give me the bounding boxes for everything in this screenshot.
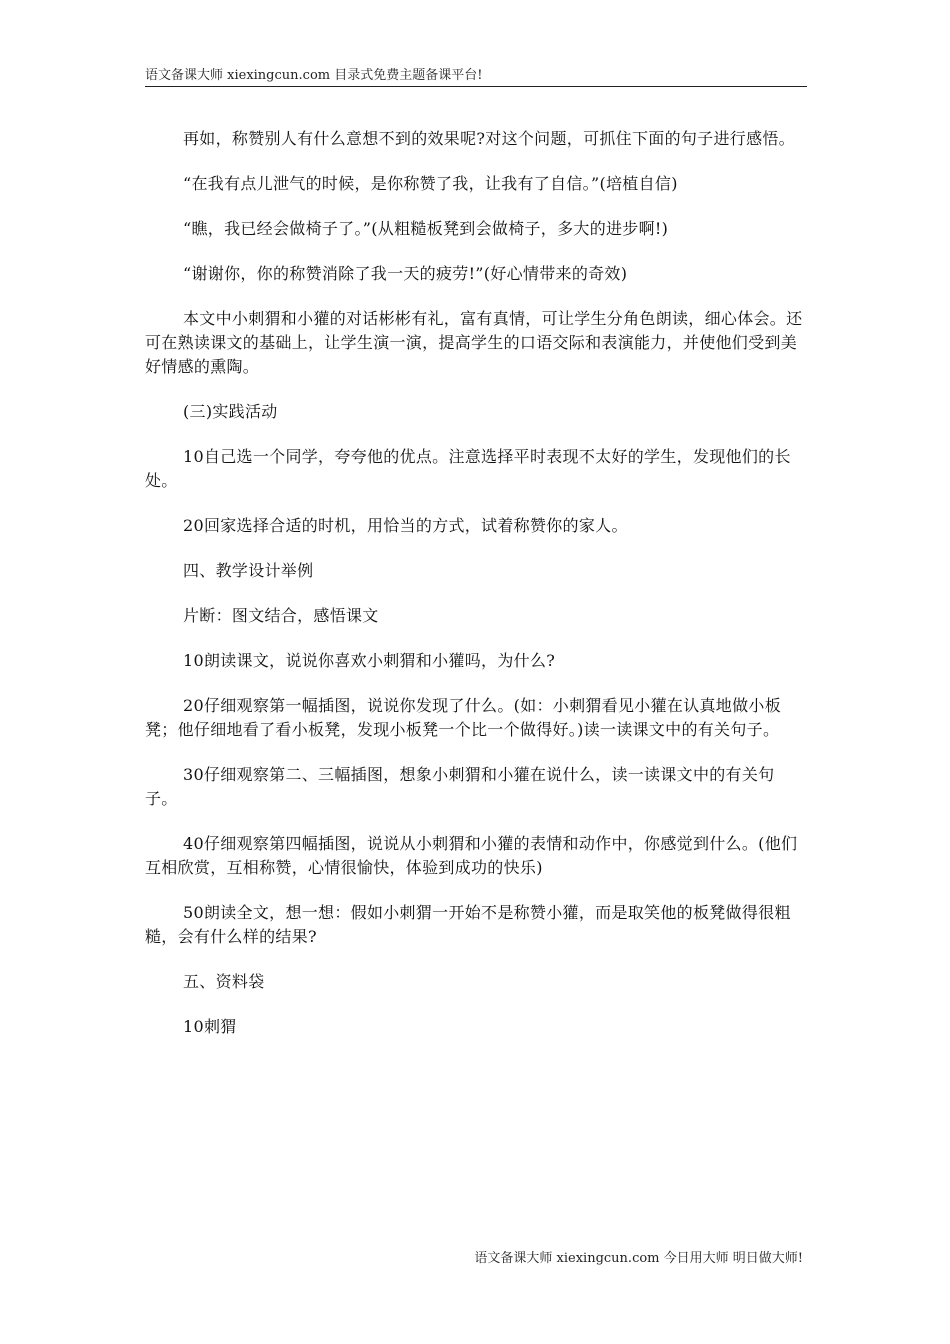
- page-header: 语文备课大师 xiexingcun.com 目录式免费主题备课平台!: [145, 68, 483, 83]
- document-body: [145, 127, 807, 1060]
- list-item: 40仔细观察第四幅插图，说说从小刺猬和小獾的表情和动作中，你感觉到什么。(他们互相欣赏，互相称赞，心情很愉快，体验到成功的快乐): [145, 834, 798, 877]
- paragraph: “瞧，我已经会做椅子了。”(从粗糙板凳到会做椅子，多大的进步啊!): [183, 219, 669, 238]
- list-item: 50朗读全文，想一想：假如小刺猬一开始不是称赞小獾，而是取笑他的板凳做得很粗糙，会有什么样的结果?: [145, 903, 791, 946]
- list-item: 10自己选一个同学，夸夸他的优点。注意选择平时表现不太好的学生，发现他们的长处。: [145, 447, 791, 490]
- section-heading: 五、资料袋: [183, 972, 265, 991]
- header-divider: [145, 86, 807, 87]
- page-footer: 语文备课大师 xiexingcun.com 今日用大师 明日做大师!: [474, 1251, 803, 1266]
- list-item: 20仔细观察第一幅插图，说说你发现了什么。(如：小刺猬看见小獾在认真地做小板凳；他仔细地看了看小板凳，发现小板凳一个比一个做得好。)读一读课文中的有关句子。: [145, 696, 782, 739]
- section-heading: (三)实践活动: [183, 402, 278, 421]
- list-item: 30仔细观察第二、三幅插图，想象小刺猬和小獾在说什么，读一读课文中的有关句子。: [145, 765, 775, 808]
- paragraph: 再如，称赞别人有什么意想不到的效果呢?对这个问题，可抓住下面的句子进行感悟。: [183, 129, 795, 148]
- paragraph: 本文中小刺猬和小獾的对话彬彬有礼，富有真情，可让学生分角色朗读，细心体会。还可在熟读课文的基础上，让学生演一演，提高学生的口语交际和表演能力，并使他们受到美好情感的熏陶。: [145, 309, 803, 376]
- list-item: 10刺猬: [183, 1017, 237, 1036]
- paragraph: “谢谢你，你的称赞消除了我一天的疲劳!”(好心情带来的奇效): [183, 264, 628, 283]
- list-item: 20回家选择合适的时机，用恰当的方式，试着称赞你的家人。: [183, 516, 628, 535]
- paragraph: “在我有点儿泄气的时候，是你称赞了我，让我有了自信。”(培植自信): [183, 174, 678, 193]
- section-heading: 四、教学设计举例: [183, 561, 314, 580]
- subheading: 片断：图文结合，感悟课文: [183, 606, 379, 625]
- list-item: 10朗读课文，说说你喜欢小刺猬和小獾吗，为什么?: [183, 651, 556, 670]
